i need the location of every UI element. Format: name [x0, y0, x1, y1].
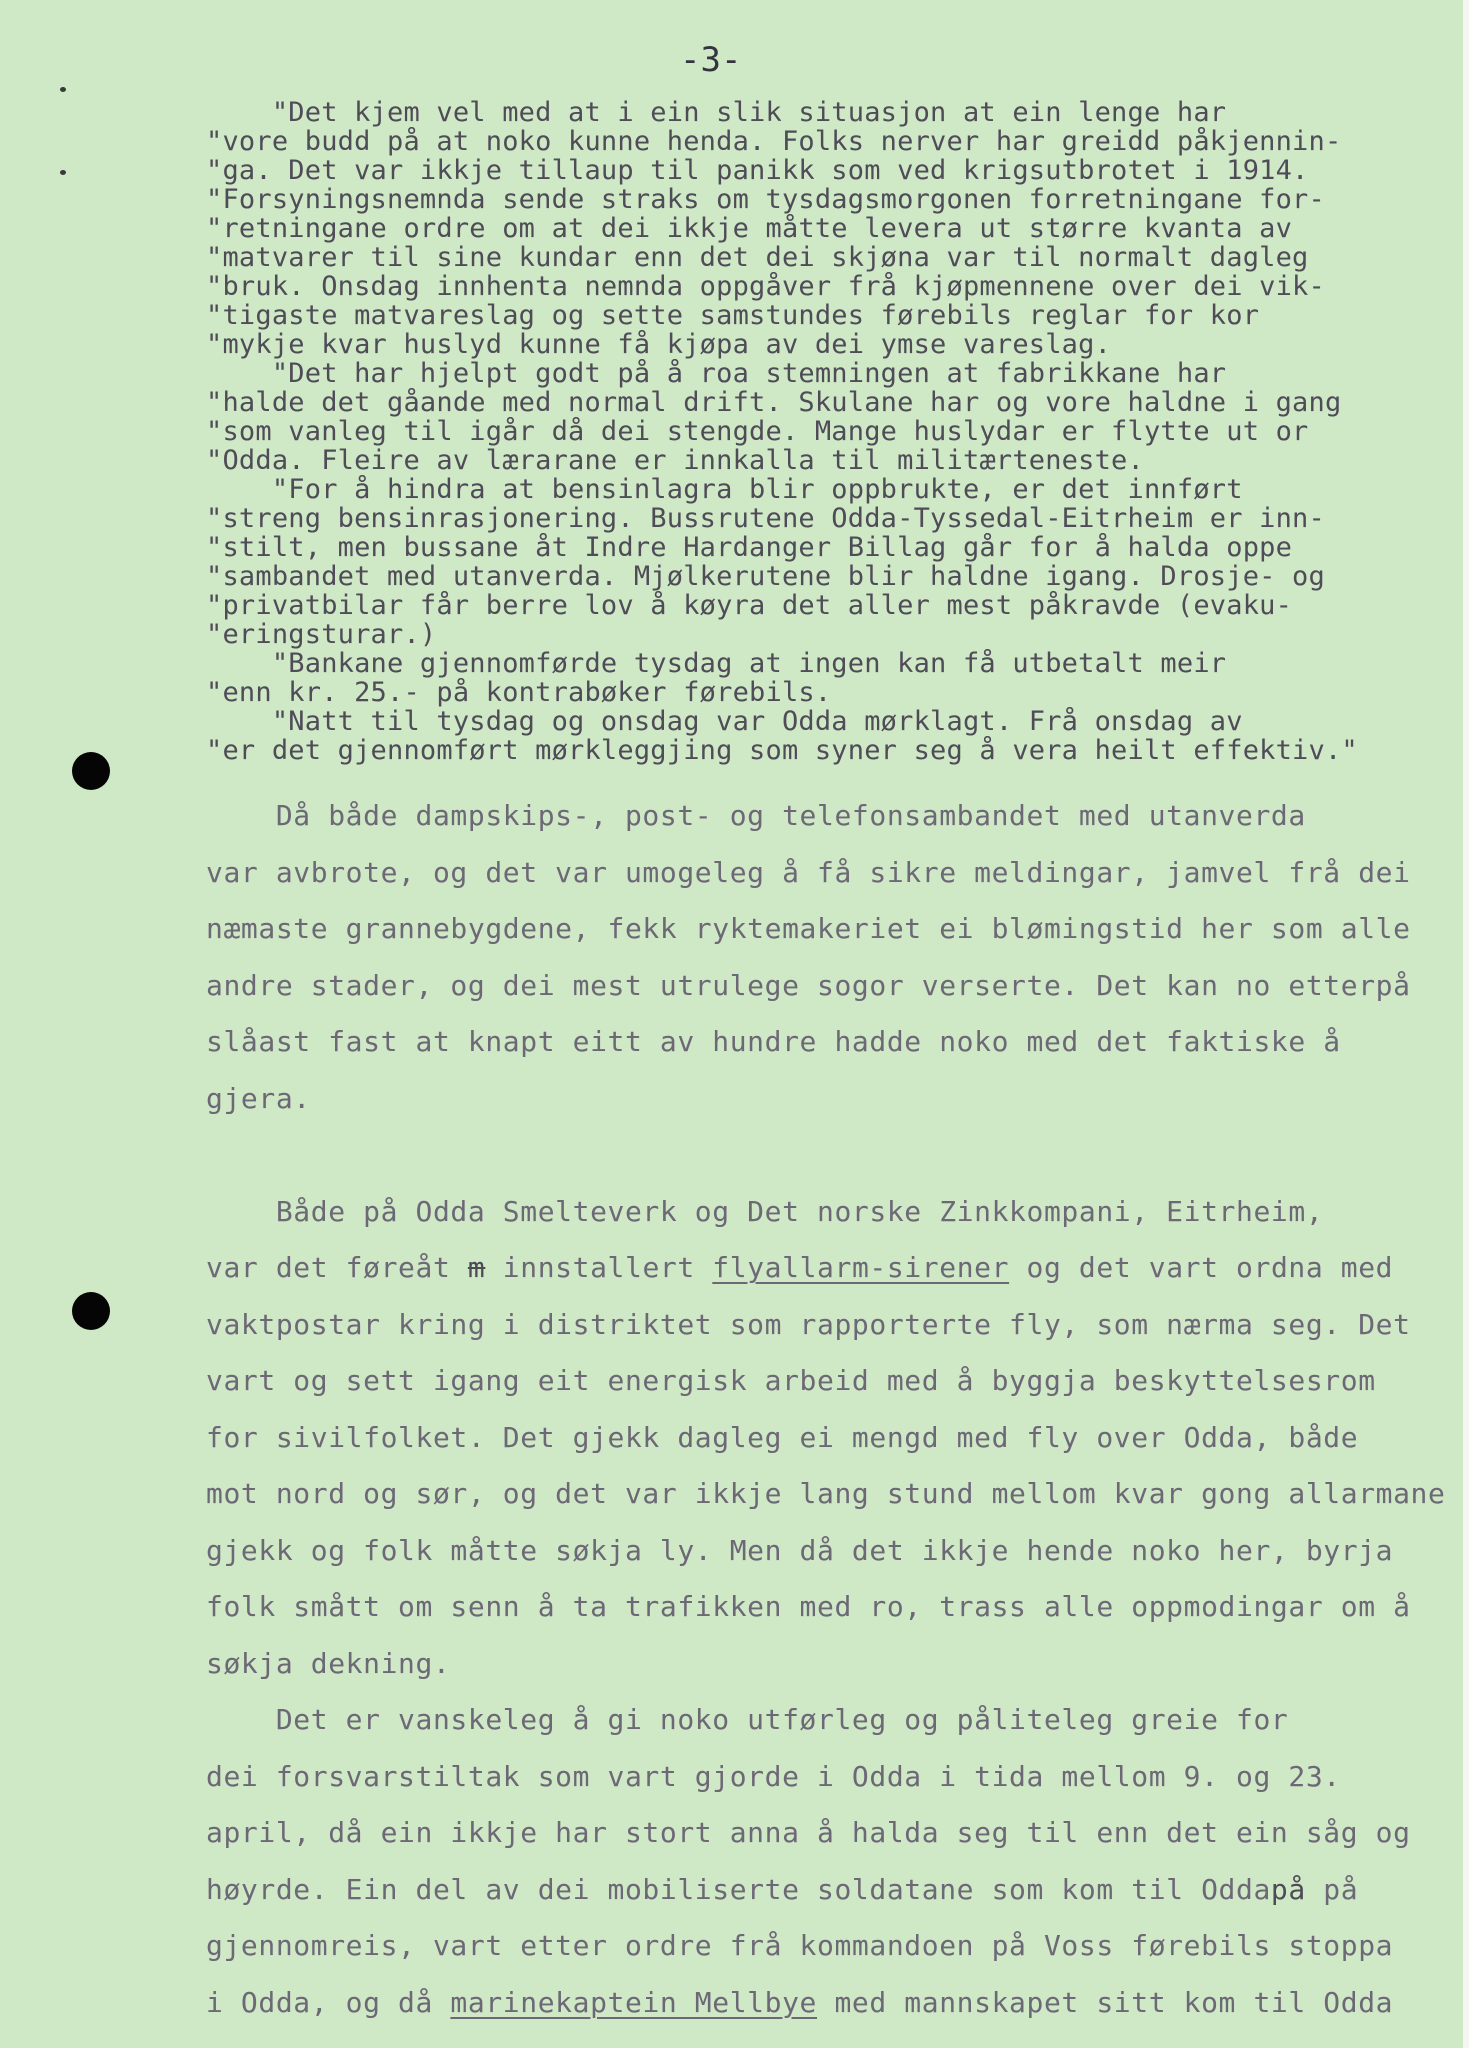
body-line	[206, 1975, 1456, 2032]
text-run: i Odda, og då	[206, 1985, 451, 2019]
quote-line: "bruk. Onsdag innhenta nemnda oppgåver frå kjøpmennene over dei vik-	[206, 272, 1325, 301]
quoted-report-block	[206, 98, 1456, 765]
quote-line: "Det har hjelpt godt på å roa stemningen at fabrikkane har	[206, 359, 1227, 388]
text-run: vart og sett igang eit energisk arbeid med å byggja beskyttelsesrom	[206, 1364, 1376, 1397]
quote-line: "enn kr. 25.- på kontrabøker førebils.	[206, 678, 832, 707]
punch-hole	[72, 752, 110, 790]
body-line	[206, 845, 1456, 902]
quote-line: "mykje kvar huslyd kunne få kjøpa av dei ymse vareslag.	[206, 330, 1112, 359]
struck-over-character: m	[467, 1251, 486, 1284]
punch-hole	[72, 1292, 110, 1330]
text-run: dei forsvarstiltak som vart gjorde i Odda i tida mellom 9. og 23.	[206, 1759, 1341, 1793]
body-line	[206, 788, 1456, 845]
body-line	[206, 1805, 1456, 1862]
text-run: andre stader, og dei mest utrulege sogor verserte. Det kan no etterpå	[206, 968, 1411, 1002]
body-line	[206, 1636, 1456, 1693]
text-run: mot nord og sør, og det var ikkje lang stund mellom kvar gong allarmane	[206, 1477, 1446, 1510]
body-line	[206, 901, 1456, 958]
text-run: søkja dekning.	[206, 1646, 451, 1680]
text-run: slåast fast at knapt eitt av hundre hadde noko med det faktiske å	[206, 1025, 1341, 1058]
quote-line: "Det kjem vel med at i ein slik situasjon at ein lenge har	[206, 98, 1227, 127]
text-run: næmaste grannebygdene, fekk ryktemakeriet ei blømingstid her som alle	[206, 912, 1411, 945]
quote-line: "For å hindra at bensinlagra blir oppbrukte, er det innført	[206, 475, 1243, 504]
body-line	[206, 1579, 1456, 1636]
text-run: var det føreåt	[206, 1251, 468, 1284]
body-line	[206, 958, 1456, 1015]
body-line	[206, 1918, 1456, 1975]
body-text-block	[206, 788, 1456, 2031]
text-run: Både på Odda Smelteverk og Det norske Zinkkompani, Eitrheim,	[206, 1194, 1324, 1228]
text-run: høyrde. Ein del av dei mobiliserte soldatane som kom til Odda	[206, 1872, 1271, 1906]
body-line	[206, 1523, 1456, 1580]
quote-line: "Odda. Fleire av lærarane er innkalla til militærteneste.	[206, 446, 1144, 475]
text-run: med mannskapet sitt kom til Odda	[817, 1985, 1394, 2019]
text-run: for sivilfolket. Det gjekk dagleg ei mengd med fly over Odda, både	[206, 1420, 1359, 1454]
underlined-name-marinekaptein-mellbye: marinekaptein Mellbye	[450, 1985, 818, 2019]
body-line	[206, 1692, 1456, 1749]
text-run: innstallert	[485, 1251, 713, 1284]
body-line	[206, 1240, 1456, 1297]
body-line	[206, 1410, 1456, 1467]
quote-line: "stilt, men bussane åt Indre Hardanger Billag går for å halda oppe	[206, 533, 1293, 562]
text-run: Då både dampskips-, post- og telefonsambandet med utanverda	[206, 799, 1306, 832]
body-line	[206, 1014, 1456, 1071]
quote-line: "Bankane gjennomførde tysdag at ingen kan få utbetalt meir	[206, 649, 1227, 678]
text-run: gjera.	[206, 1081, 311, 1115]
text-run: gjekk og folk måtte søkja ly. Men då det ikkje hende noko her, byrja	[206, 1533, 1394, 1567]
margin-dot-mark	[60, 170, 66, 175]
body-line	[206, 1749, 1456, 1806]
quote-line: "som vanleg til igår då dei stengde. Mange huslydar er flytte ut or	[206, 417, 1309, 446]
quote-line: "ga. Det var ikkje tillaup til panikk som ved krigsutbrotet i 1914.	[206, 156, 1309, 185]
quote-line: "er det gjennomført mørkleggjing som syner seg å vera heilt effektiv."	[206, 736, 1358, 765]
text-run: gjennomreis, vart etter ordre frå kommandoen på Voss førebils stoppa	[206, 1929, 1394, 1962]
page-number: -3-	[680, 40, 742, 80]
text-run: på	[1305, 1872, 1359, 1906]
text-run: vaktpostar kring i distriktet som rapporterte fly, som nærma seg. Det	[206, 1307, 1411, 1341]
body-line	[206, 1297, 1456, 1354]
quote-line: "eringsturar.)	[206, 620, 437, 649]
body-line	[206, 1353, 1456, 1410]
text-run: april, då ein ikkje har stort anna å halda seg til enn det ein såg og	[206, 1816, 1411, 1849]
quote-line: "privatbilar får berre lov å køyra det aller mest påkravde (evaku-	[206, 591, 1293, 620]
text-run: folk smått om senn å ta trafikken med ro, trass alle oppmodingar om å	[206, 1590, 1411, 1623]
quote-line: "matvarer til sine kundar enn det dei skjøna var til normalt dagleg	[206, 243, 1309, 272]
body-line	[206, 1184, 1456, 1241]
quote-line: "tigaste matvareslag og sette samstundes førebils reglar for kor	[206, 301, 1260, 330]
body-line	[206, 1071, 1456, 1128]
quote-line: "vore budd på at noko kunne henda. Folks nerver har greidd påkjennin-	[206, 127, 1342, 156]
text-run: Det er vanskeleg å gi noko utførleg og påliteleg greie for	[206, 1703, 1289, 1736]
underlined-term-flyallarm-sirener: flyallarm-sirener	[712, 1251, 1010, 1284]
quote-line: "retningane ordre om at dei ikkje måtte levera ut større kvanta av	[206, 214, 1293, 243]
body-line	[206, 1862, 1456, 1919]
blank-line	[206, 1127, 1456, 1184]
body-line	[206, 1466, 1456, 1523]
text-run: og det vart ordna med	[1009, 1251, 1394, 1284]
text-run: var avbrote, og det var umogeleg å få sikre meldingar, jamvel frå dei	[206, 855, 1411, 889]
quote-line: "Forsyningsnemnda sende straks om tysdagsmorgonen forretningane for-	[206, 185, 1325, 214]
quote-line: "sambandet med utanverda. Mjølkerutene blir haldne igang. Drosje- og	[206, 562, 1325, 591]
struck-over-characters: på	[1270, 1872, 1306, 1906]
quote-line: "Natt til tysdag og onsdag var Odda mørklagt. Frå onsdag av	[206, 707, 1243, 736]
quote-line: "streng bensinrasjonering. Bussrutene Odda-Tyssedal-Eitrheim er inn-	[206, 504, 1325, 533]
quote-line: "halde det gåande med normal drift. Skulane har og vore haldne i gang	[206, 388, 1342, 417]
margin-dot-mark	[60, 87, 66, 92]
